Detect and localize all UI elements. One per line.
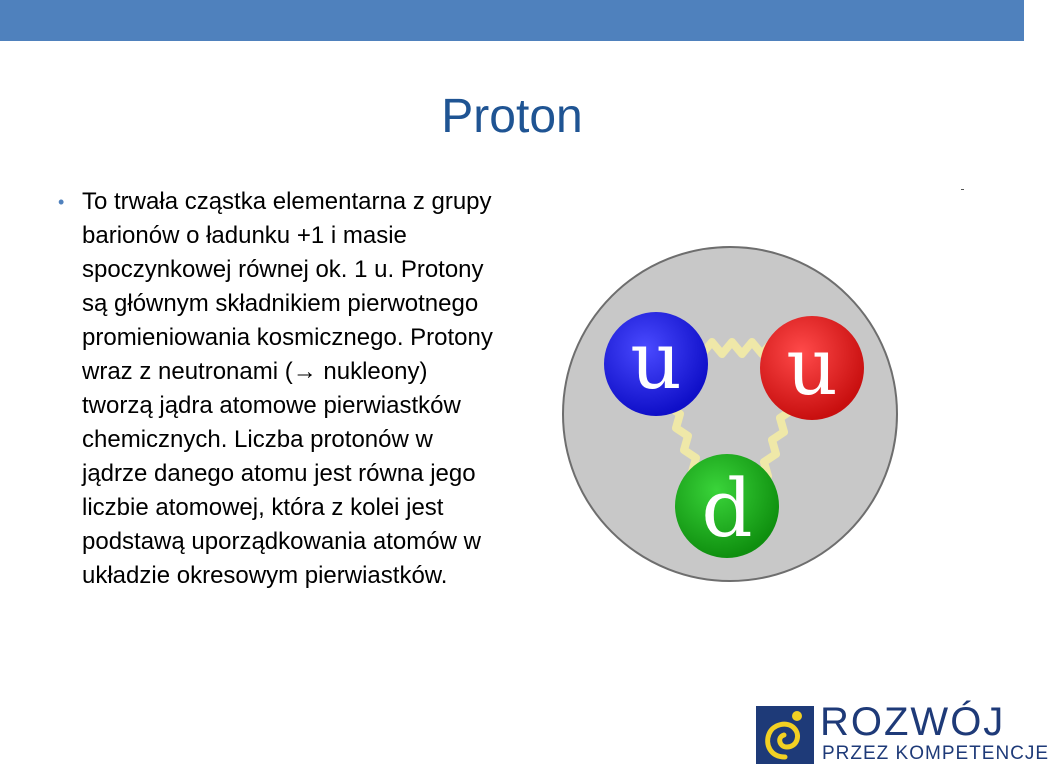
proton-quark-diagram [560,238,904,582]
bullet-list [56,185,496,593]
quark-2-label: u [786,320,838,413]
logo-sub-text: PRZEZ KOMPETENCJE [822,743,1049,764]
quark-3-label: d [701,462,753,555]
bullet-text: To trwała cząstka elementarna z grupy barionów o ładunku +1 i masie spoczynkowej równej ok. 1 u. Protony są głównym składnikiem pierwotnego promieniowania kosmicznego. Protony wraz z neutronami (→ nukleony) tworzą jądra atomowe pierwiastków chemicznych. Liczba protonów w jądrze danego atomu jest równa jego liczbie atomowej, która z kolei jest podstawą uporządkowania atomów w układzie okresowym pierwiastków. [82,188,493,589]
logo-rozwoj [752,698,1049,768]
bullet-dot-icon: • [58,192,65,212]
slide-title: Proton [441,90,583,143]
spiral-person-icon [756,706,814,764]
stray-mark [961,189,964,190]
logo-main-text: ROZWÓJ [820,700,1006,744]
quark-1-label: u [630,314,682,407]
top-accent-bar [0,0,1024,41]
